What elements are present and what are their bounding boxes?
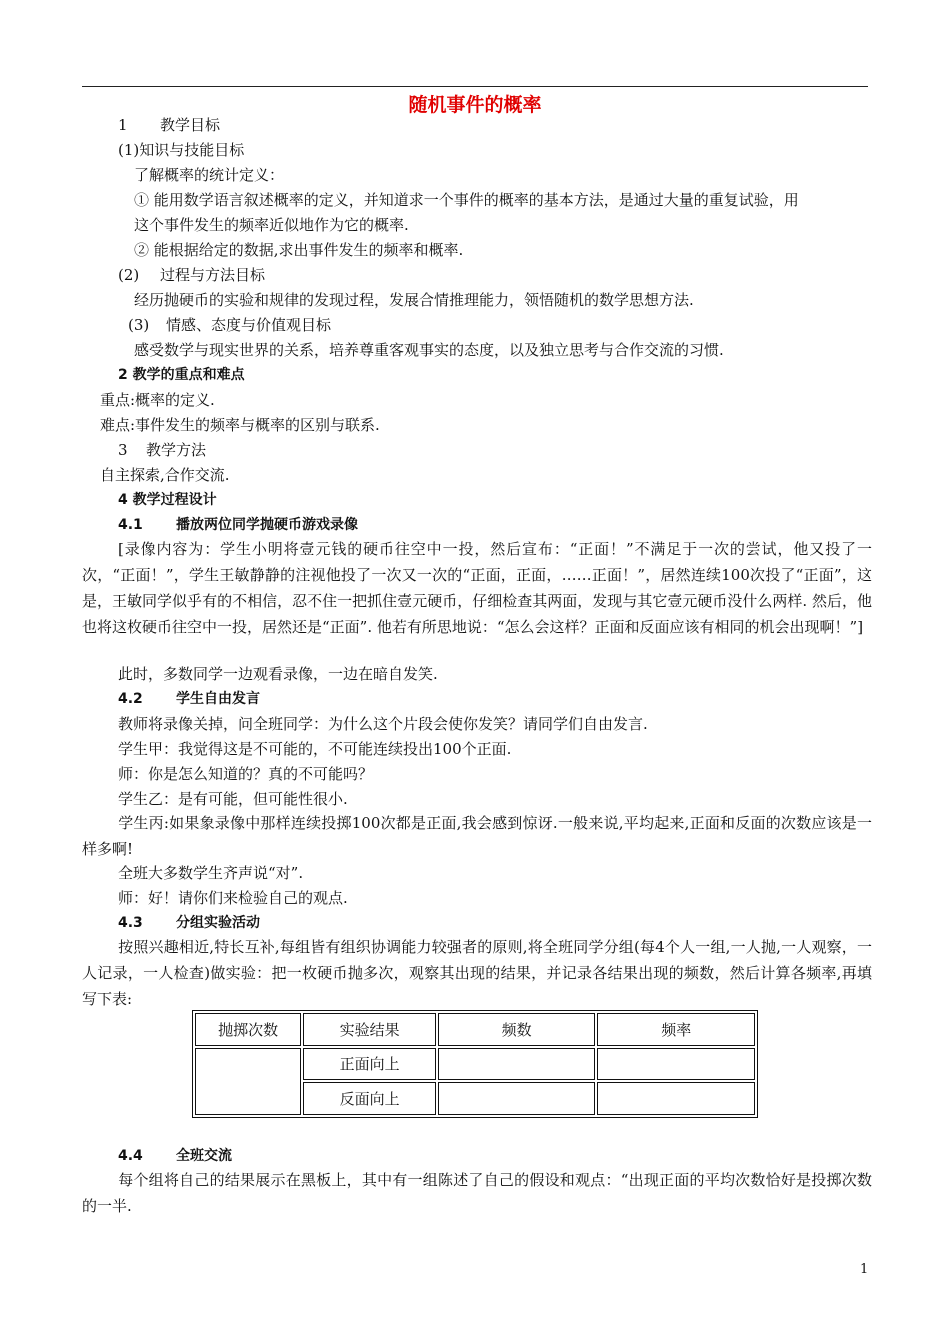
page-number: 1 — [860, 1262, 869, 1277]
section-4-4-num: 4.4 — [118, 1148, 143, 1164]
table-header: 抛掷次数 — [195, 1013, 301, 1046]
table-cell-empty — [597, 1048, 755, 1081]
section-1-2-heading: 过程与方法目标 — [160, 266, 266, 284]
section-1-1-intro: 了解概率的统计定义： — [134, 166, 285, 184]
table-cell-empty — [597, 1082, 755, 1115]
section-3-num: 3 — [118, 441, 128, 459]
section-1-2-num: (2) — [118, 266, 140, 284]
section-1-3-num: (3) — [128, 316, 150, 334]
table-cell-empty — [438, 1048, 596, 1081]
table-cell-empty — [438, 1082, 596, 1115]
section-4-3-paragraph: 按照兴趣相近,特长互补,每组皆有组织协调能力较强者的原则,将全班同学分组(每4个人一组,一人抛,一人观察，一人记录，一人检查)做实验：把一枚硬币抛多次，观察其出现的结果，并记录各结果出现的频数，然后计算各频率,再填写下表: — [82, 938, 872, 1008]
section-1-1-item1-line1: ① 能用数学语言叙述概率的定义，并知道求一个事件的概率的基本方法，是通过大量的重复试验，用 — [134, 191, 799, 209]
table-row-label: 正面向上 — [303, 1048, 435, 1081]
table-row-label: 反面向上 — [303, 1082, 435, 1115]
table-header: 频率 — [597, 1013, 755, 1046]
section-3-heading: 教学方法 — [146, 441, 207, 459]
section-1-3-heading: 情感、态度与价值观目标 — [166, 316, 332, 334]
dialogue-line: 教师将录像关掉，问全班同学：为什么这个片段会使你发笑？请同学们自由发言. — [118, 715, 648, 733]
section-4-3-heading: 分组实验活动 — [176, 915, 260, 931]
section-1-1-item1-line2: 这个事件发生的频率近似地作为它的概率. — [134, 216, 409, 234]
section-4-1-after: 此时，多数同学一边观看录像，一边在暗自发笑. — [118, 665, 438, 683]
experiment-table — [192, 1010, 758, 1118]
section-1-1-heading: (1)知识与技能目标 — [118, 141, 245, 159]
dialogue-line: 师：你是怎么知道的？真的不可能吗？ — [118, 765, 374, 783]
section-4-1-num: 4.1 — [118, 517, 143, 533]
header-rule — [82, 86, 868, 87]
section-4-1-paragraph: [录像内容为：学生小明将壹元钱的硬币往空中一投，然后宣布：“正面！”不满足于一次的尝试，他又投了一次，“正面！”，学生王敏静静的注视他投了一次又一次的“正面，正面，……正面！”，居然连续100次投了“正面”，这是，王敏同学似乎有的不相信，忍不住一把抓住壹元硬币，仔细检查其两面，发现与其它壹元硬币没什么两样. 然后，他也将这枚硬币往空中一投，居然还是“正面”. 他若有所思地说：“怎么会这样？正面和反面应该有相同的机会出现啊！”] — [82, 540, 872, 636]
dialogue-line: 师：好！请你们来检验自己的观点. — [118, 889, 348, 907]
dialogue-line: 学生乙：是有可能，但可能性很小. — [118, 790, 348, 808]
section-4-3-num: 4.3 — [118, 915, 143, 931]
page-title: 随机事件的概率 — [408, 94, 542, 116]
difficult-point: 难点:事件发生的频率与概率的区别与联系. — [100, 416, 380, 434]
key-point: 重点:概率的定义. — [100, 391, 215, 409]
dialogue-paragraph: 学生丙:如果象录像中那样连续投掷100次都是正面,我会感到惊讶.一般来说,平均起来,正面和反面的次数应该是一样多啊! — [82, 814, 872, 858]
section-4-4-heading: 全班交流 — [176, 1148, 232, 1164]
section-1-heading: 教学目标 — [160, 116, 221, 134]
section-1-num: 1 — [118, 116, 128, 134]
dialogue-line: 学生甲：我觉得这是不可能的，不可能连续投出100个正面. — [118, 740, 512, 758]
section-1-3-body: 感受数学与现实世界的关系，培养尊重客观事实的态度，以及独立思考与合作交流的习惯. — [134, 341, 724, 359]
table-header: 实验结果 — [303, 1013, 435, 1046]
section-3-body: 自主探索,合作交流. — [100, 466, 230, 484]
section-4-2-heading: 学生自由发言 — [176, 691, 260, 707]
section-4-1-heading: 播放两位同学抛硬币游戏录像 — [176, 517, 358, 533]
section-4-2-num: 4.2 — [118, 691, 143, 707]
section-1-1-item2: ② 能根据给定的数据,求出事件发生的频率和概率. — [134, 241, 464, 259]
table-header: 频数 — [438, 1013, 596, 1046]
section-4-heading: 4 教学过程设计 — [118, 492, 217, 508]
dialogue-line: 全班大多数学生齐声说“对”. — [118, 864, 304, 882]
section-1-2-body: 经历抛硬币的实验和规律的发现过程，发展合情推理能力，领悟随机的数学思想方法. — [134, 291, 694, 309]
section-4-4-paragraph: 每个组将自己的结果展示在黑板上，其中有一组陈述了自己的假设和观点：“出现正面的平均次数恰好是投掷次数的一半. — [82, 1171, 872, 1215]
table-cell-empty — [195, 1048, 301, 1115]
section-2-heading: 2 教学的重点和难点 — [118, 367, 245, 383]
